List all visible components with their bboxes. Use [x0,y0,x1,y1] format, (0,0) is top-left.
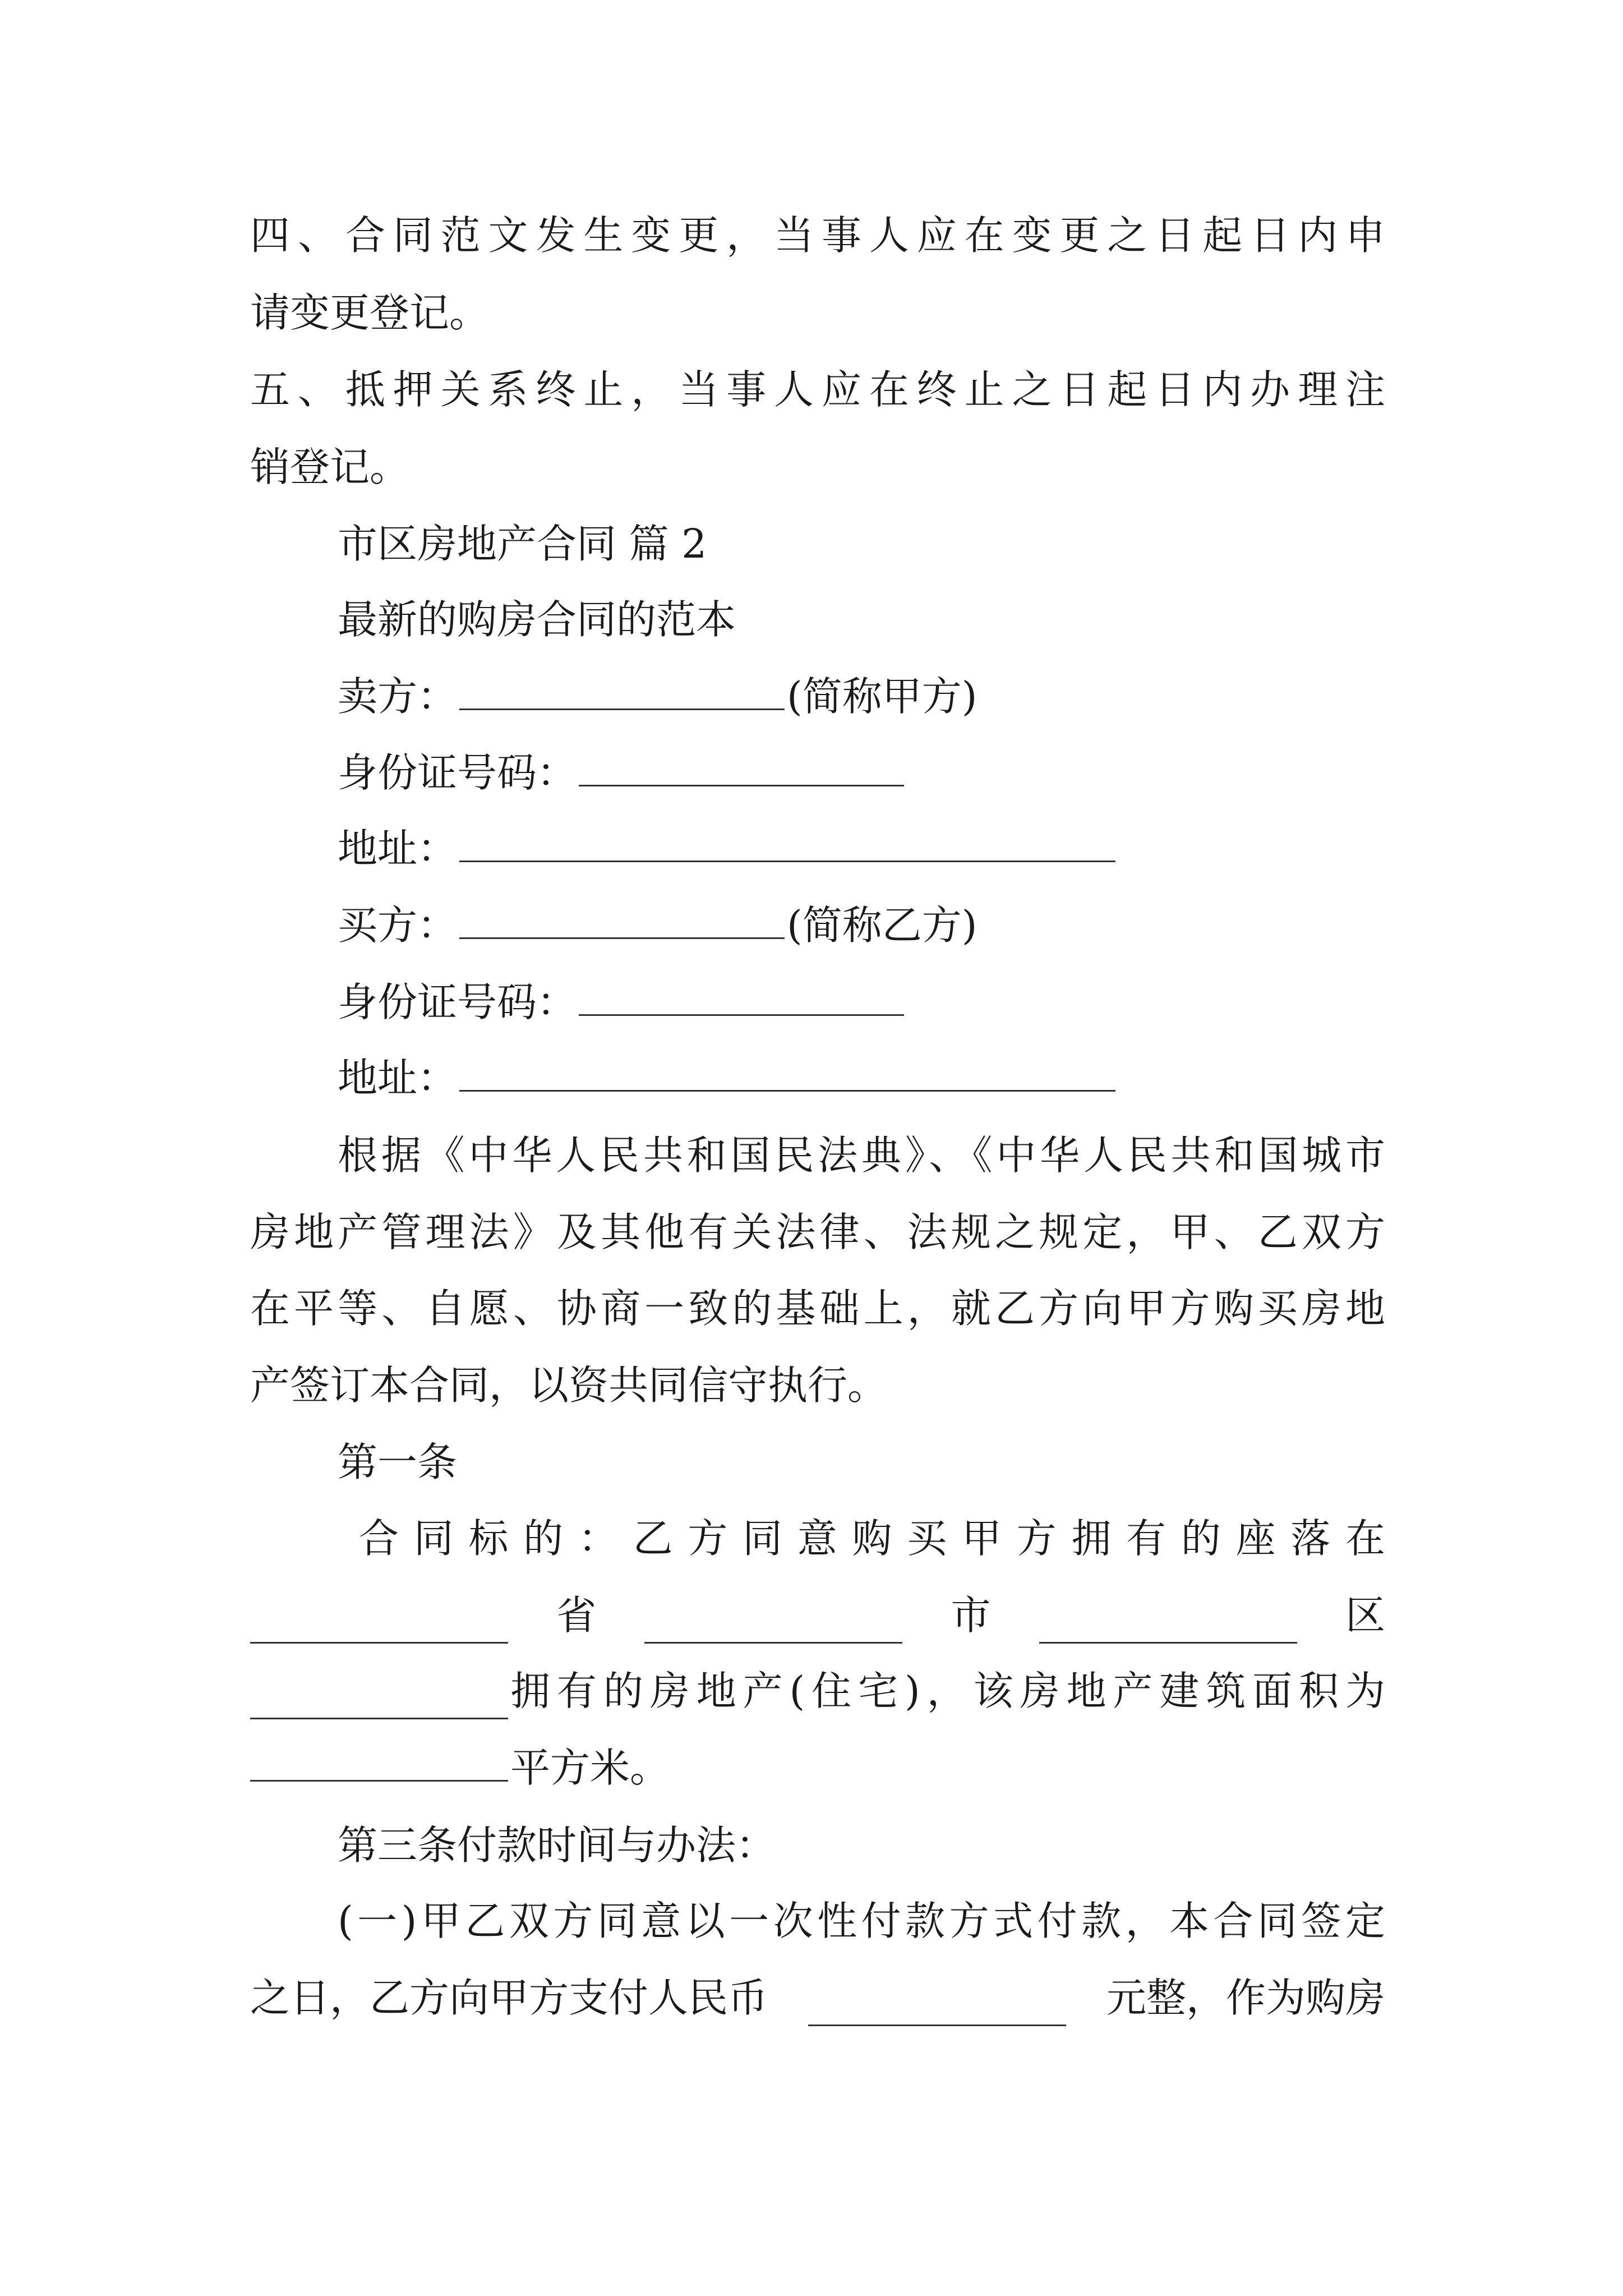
area-blank [250,1741,508,1782]
seller-address-label: 地址： [338,825,458,872]
buyer-name-blank [459,898,785,939]
buyer-suffix: (简称乙方) [787,902,978,949]
subject-location-row [250,1588,1385,1644]
buyer-label: 买方： [338,902,458,949]
district-label: 区 [1345,1592,1385,1639]
buyer-id-blank [579,975,904,1016]
province-label: 省 [556,1592,597,1639]
payment-line-2 [250,1970,1385,2026]
payment-line-2-start: 之日，乙方向甲方支付人民币 [250,1975,768,2021]
buyer-address-label: 地址： [338,1055,458,1101]
article-1-heading: 第一条 [338,1439,458,1485]
basis-line-1: 根据《中华人民共和国民法典》、《中华人民共和国城市 [338,1132,1385,1179]
article-3-heading: 第三条付款时间与办法： [338,1822,776,1869]
seller-label: 卖方： [338,673,458,720]
seller-suffix: (简称甲方) [787,673,978,720]
paragraph-4-line-2: 请变更登记。 [250,289,490,336]
seller-id-row [338,745,906,801]
seller-address-row [338,821,1118,877]
subject-line-3 [250,1663,1385,1719]
subject-line-4 [250,1740,670,1796]
payment-line-1: (一)甲乙双方同意以一次性付款方式付款，本合同签定 [338,1898,1385,1944]
buyer-id-label: 身份证号码： [338,979,577,1025]
payment-line-2-end: 元整，作为购房 [1106,1975,1385,2021]
contract-subtitle: 最新的购房合同的范本 [338,596,736,643]
seller-id-label: 身份证号码： [338,749,577,796]
paragraph-4-line-1: 四、合同范文发生变更，当事人应在变更之日起日内申 [250,212,1385,259]
seller-id-blank [579,746,904,786]
seller-row [338,669,977,725]
section-title: 市区房地产合同 篇 2 [338,521,707,567]
city-blank [644,1603,902,1644]
buyer-address-blank [459,1051,1115,1092]
seller-name-blank [459,669,785,710]
buyer-address-row [338,1050,1118,1106]
subject-line-1: 合同标的：乙方同意购买甲方拥有的座落在 [359,1515,1385,1562]
buyer-row [338,898,977,954]
paragraph-5-line-1: 五、抵押关系终止，当事人应在终止之日起日内办理注 [250,366,1385,413]
address-detail-blank [250,1678,508,1719]
paragraph-5-line-2: 销登记。 [250,444,410,490]
payment-amount-blank [808,1985,1066,2026]
basis-line-4: 产签订本合同，以资共同信守执行。 [250,1362,888,1409]
subject-line-3-text: 拥有的房地产(住宅)，该房地产建筑面积为 [510,1668,1385,1714]
district-blank [1039,1603,1297,1644]
province-blank [250,1603,508,1644]
seller-address-blank [459,821,1115,862]
subject-line-4-text: 平方米。 [510,1745,670,1791]
buyer-id-row [338,974,906,1030]
basis-line-3: 在平等、自愿、协商一致的基础上，就乙方向甲方购买房地 [250,1285,1385,1332]
basis-line-2: 房地产管理法》及其他有关法律、法规之规定，甲、乙双方 [250,1209,1385,1255]
city-label: 市 [951,1592,991,1639]
